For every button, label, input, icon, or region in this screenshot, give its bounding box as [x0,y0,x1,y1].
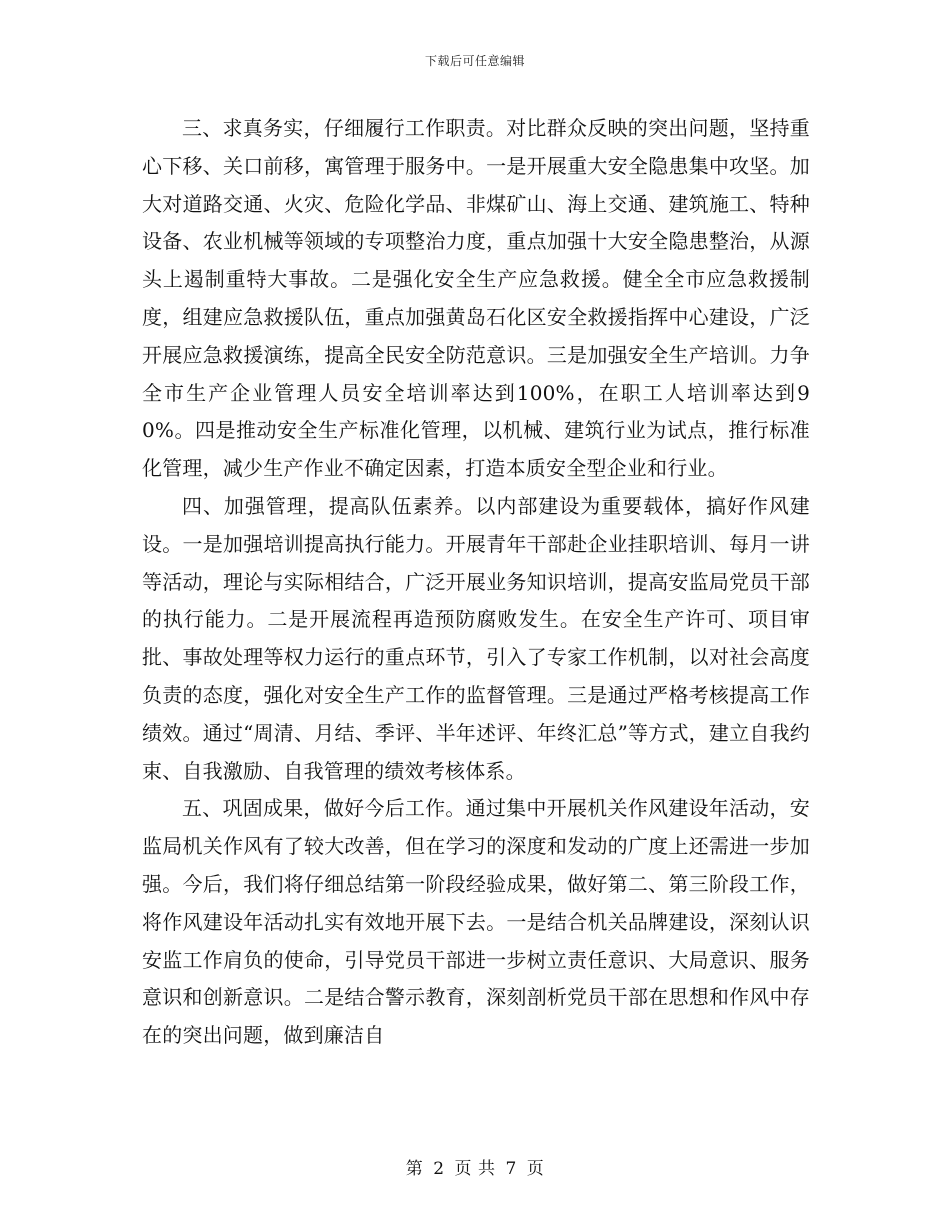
paragraph-3: 三、求真务实，仔细履行工作职责。对比群众反映的突出问题，坚持重心下移、关口前移，寓管理于服务中。一是开展重大安全隐患集中攻坚。加大对道路交通、火灾、危险化学品、非煤矿山、海上交通、建筑施工、特种设备、农业机械等领域的专项整治力度，重点加强十大安全隐患整治，从源头上遏制重特大事故。二是强化安全生产应急救援。健全全市应急救援制度，组建应急救援队伍，重点加强黄岛石化区安全救援指挥中心建设，广泛开展应急救援演练，提高全民安全防范意识。三是加强安全生产培训。力争全市生产企业管理人员安全培训率达到100%，在职工人培训率达到90%。四是推动安全生产标准化管理，以机械、建筑行业为试点，推行标准化管理，减少生产作业不确定因素，打造本质安全型企业和行业。 [142,116,810,481]
paragraph-5: 五、巩固成果，做好今后工作。通过集中开展机关作风建设年活动，安监局机关作风有了较大改善，但在学习的深度和发动的广度上还需进一步加强。今后，我们将仔细总结第一阶段经验成果，做好第二、第三阶段工作，将作风建设年活动扎实有效地开展下去。一是结合机关品牌建设，深刻认识安监工作肩负的使命，引导党员干部进一步树立责任意识、大局意识、服务意识和创新意识。二是结合警示教育，深刻剖析党员干部在思想和作风中存在的突出问题，做到廉洁自 [142,796,810,1048]
footer-prefix: 第 [405,1159,424,1179]
total-page-count: 7 [505,1159,517,1179]
footer-suffix: 页 [526,1159,545,1179]
header-note: 下载后可任意编辑 [424,54,525,68]
paragraph-4: 四、加强管理，提高队伍素养。以内部建设为重要载体，搞好作风建设。一是加强培训提高执行能力。开展青年干部赴企业挂职培训、每月一讲等活动，理论与实际相结合，广泛开展业务知识培训，提高安监局党员干部的执行能力。二是开展流程再造预防腐败发生。在安全生产许可、项目审批、事故处理等权力运行的重点环节，引入了专家工作机制，以对社会高度负责的态度，强化对安全生产工作的监督管理。三是通过严格考核提高工作绩效。通过“周清、月结、季评、半年述评、年终汇总”等方式，建立自我约束、自我激励、自我管理的绩效考核体系。 [142,493,810,783]
footer-middle: 页 共 [454,1159,496,1179]
page-footer [0,1154,950,1179]
page-header [0,52,950,69]
current-page-number: 2 [433,1159,445,1179]
document-body [142,110,810,1055]
